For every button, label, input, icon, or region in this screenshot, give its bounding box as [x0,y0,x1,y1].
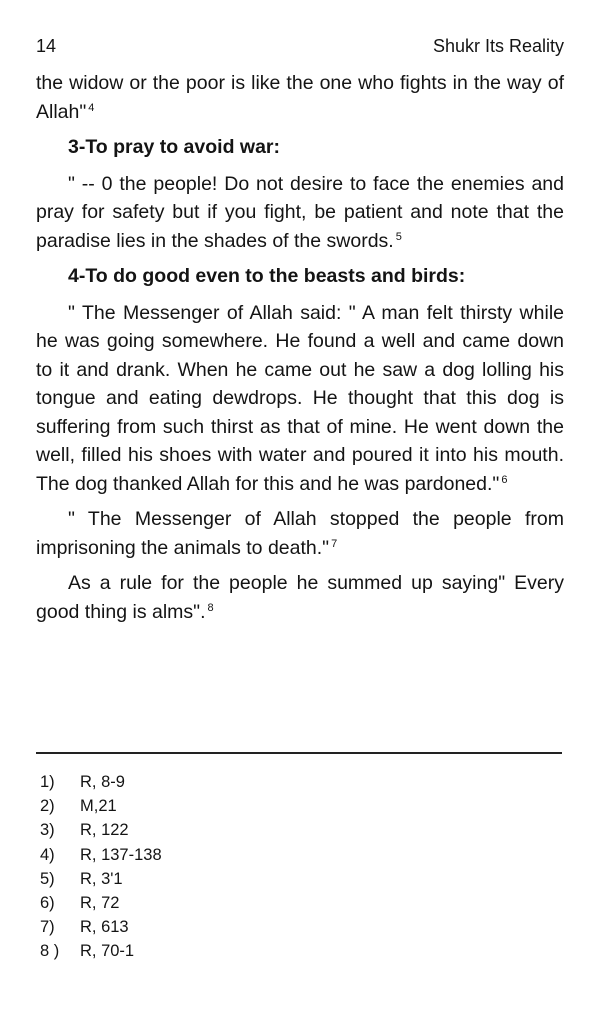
footnote-number: 2) [40,797,55,816]
footnote-number: 6) [40,893,55,912]
footnote-number: 3) [40,821,55,840]
footnote-item [40,915,340,939]
footnote-text: R, 613 [80,918,129,937]
footnote-text: R, 8-9 [80,773,125,791]
footnote-item [40,939,340,963]
footnote-item [40,770,340,794]
paragraph-alms [36,569,564,626]
footnote-ref: 6 [501,473,508,486]
footnote-ref: 8 [207,601,214,614]
running-title: Shukr Its Reality [432,36,564,56]
footnote-text: R, 70-1 [80,942,135,961]
footnote-ref: 4 [88,101,95,114]
paragraph-pray [36,170,564,256]
footnote-text: R, 72 [80,893,120,912]
paragraph-text: " The Messenger of Allah stopped the people from imprisoning the animals to death." [36,508,564,559]
footnote-item [40,891,340,915]
footnote-text: R, 137-138 [80,845,162,864]
page-header [36,36,564,60]
footnote-ref: 5 [395,230,402,243]
paragraph-dog-story [36,299,564,499]
footnote-number: 1) [40,773,55,791]
footnotes-list [40,770,340,964]
paragraph-text: As a rule for the people he summed up saying" Every good thing is alms". [36,572,564,623]
page-number: 14 [36,36,57,56]
footnote-item [40,794,340,818]
footnote-number: 4) [40,845,55,864]
body-text [36,69,564,633]
footnote-item [40,843,340,867]
footnote-number: 7) [40,918,55,937]
section-heading-pray: 3-To pray to avoid war: [68,136,281,158]
footnote-text: R, 122 [80,821,129,840]
paragraph-animals [36,505,564,562]
paragraph-text: " The Messenger of Allah said: " A man felt thirsty while he was going somewhere. He found a well and came down to it and drank. When he came out he saw a dog lolling his tongue and eating dewdrops. He thought that this dog is suffering from such thirst as that of mine. He went down the well, filled his shoes with water and poured it into his mouth. The dog thanked Allah for this and he was pardoned." [36,301,564,495]
footnote-divider [36,752,562,754]
footnote-number: 5) [40,869,55,888]
footnote-text: R, 3'1 [80,869,123,888]
paragraph-continuation [36,69,564,126]
footnote-item [40,818,340,842]
paragraph-text: " -- 0 the people! Do not desire to face the enemies and pray for safety but if you fight, be patient and note that the paradise lies in the shades of the swords. [36,172,564,252]
footnote-number: 8 ) [40,942,60,961]
section-heading-beasts: 4-To do good even to the beasts and birds: [68,265,466,287]
book-page [36,0,564,1027]
footnote-ref: 7 [331,537,338,550]
paragraph-text: the widow or the poor is like the one who fights in the way of Allah" [36,72,564,123]
footnote-text: M,21 [80,797,117,816]
footnote-item [40,867,340,891]
